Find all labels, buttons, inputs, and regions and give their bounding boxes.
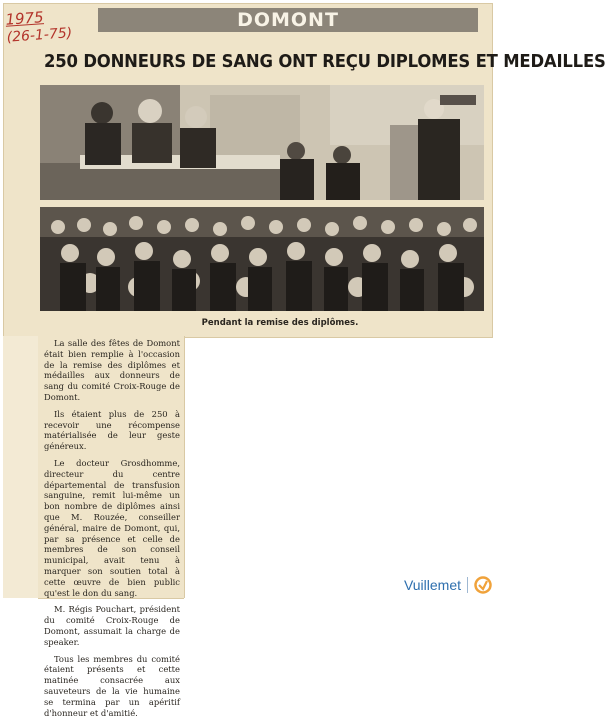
photo-officials — [40, 85, 484, 200]
article-paragraph: M. Régis Pouchart, président du comité Croix-Rouge de Domont, assumait la charge de speaker. — [44, 604, 180, 647]
headline: 250 DONNEURS DE SANG ONT REÇU DIPLOMES ET MEDAILLES — [44, 52, 606, 72]
photo-audience-image — [40, 207, 484, 311]
article-body — [44, 338, 180, 724]
article-paragraph: Tous les membres du comité étaient présents et cette matinée consacrée aux sauveteurs de la vie humaine se termina par un apéritif d'honneur et d'amitié. — [44, 653, 180, 718]
watermark-divider — [467, 577, 468, 593]
photo-caption: Pendant la remise des diplômes. — [201, 318, 359, 328]
vuillemet-logo-icon — [474, 576, 492, 594]
watermark-text: Vuillemet — [403, 577, 461, 593]
handwritten-date — [5, 5, 87, 46]
handwritten-year: 1975 — [4, 8, 45, 29]
watermark — [404, 574, 492, 596]
article-paragraph: Le docteur Grosdhomme, directeur du centre départemental de transfusion sanguine, remit lui-même un bon nombre de diplômes ainsi que M. Rouzée, conseiller général, maire de Domont, qui, par sa présence et celle de membres de son conseil municipal, avait tenu à marquer son soutien total à cette œuvre de bien public qu'est le don du sang. — [44, 457, 180, 598]
photo-officials-image — [40, 85, 484, 200]
article-paragraph: La salle des fêtes de Domont était bien remplie à l'occasion de la remise des diplômes et médailles aux donneurs de sang du comité Croix-Rouge de Domont. — [44, 338, 180, 402]
photo-audience — [40, 207, 484, 311]
article-paragraph: Ils étaient plus de 250 à recevoir une récompense matérialisée de leur geste généreux. — [44, 408, 180, 452]
section-title: DOMONT — [98, 8, 478, 32]
clipping-left-strip — [3, 336, 38, 598]
handwritten-day: (26-1-75) — [6, 25, 73, 46]
